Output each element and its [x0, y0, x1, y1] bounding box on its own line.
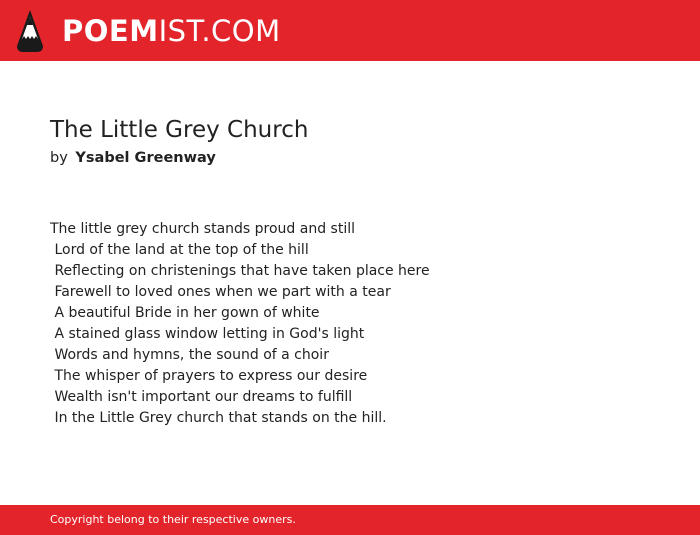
by-label: by [50, 150, 68, 166]
poem-line: The little grey church stands proud and still [50, 221, 356, 237]
logo-text-strong: POEM [62, 13, 159, 48]
logo-text-light: IST.COM [158, 13, 281, 48]
pencil-tip-icon[interactable] [17, 10, 43, 52]
poem-line: A beautiful Bride in her gown of white [50, 305, 320, 321]
poem-byline [50, 150, 216, 166]
poem-line: Words and hymns, the sound of a choir [50, 347, 329, 363]
poem-title: The Little Grey Church [50, 117, 309, 143]
poem-body [50, 219, 670, 429]
poem-line: Reflecting on christenings that have taken place here [50, 263, 430, 279]
poem-line: The whisper of prayers to express our desire [50, 368, 368, 384]
poem-line: Lord of the land at the top of the hill [50, 242, 309, 258]
copyright-text: Copyright belong to their respective owners. [50, 513, 296, 526]
poem-author: Ysabel Greenway [75, 150, 216, 166]
poem-line: In the Little Grey church that stands on the hill. [50, 410, 387, 426]
site-footer [0, 505, 700, 535]
poem-line: Wealth isn't important our dreams to fulfill [50, 389, 353, 405]
site-header [0, 0, 700, 61]
poem-line: Farewell to loved ones when we part with a tear [50, 284, 391, 300]
poem-line: A stained glass window letting in God's light [50, 326, 365, 342]
site-logo[interactable] [62, 13, 281, 49]
